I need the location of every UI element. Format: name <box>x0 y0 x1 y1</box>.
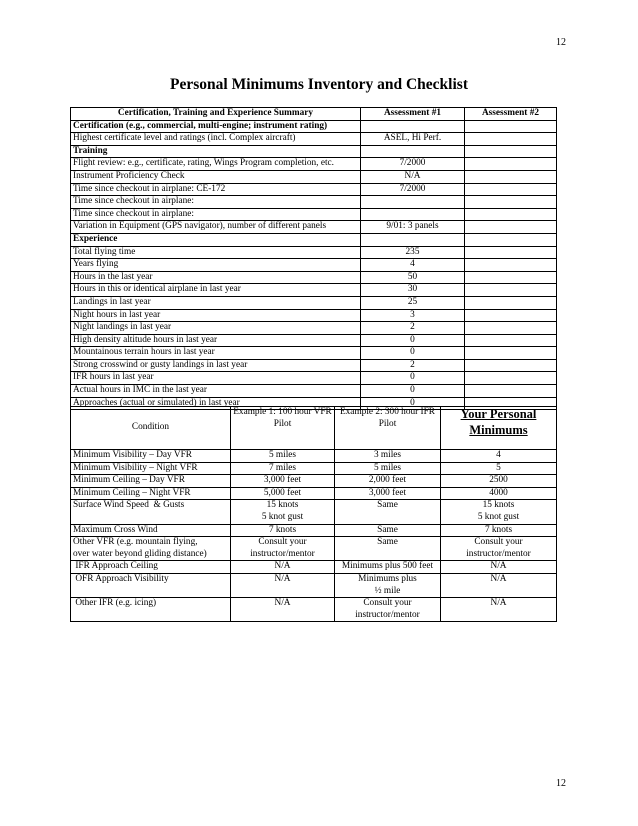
table-row <box>71 284 557 297</box>
table-row <box>71 221 557 234</box>
assessment-1-value: 7/2000 <box>361 158 465 171</box>
example-1-cell: N/A <box>231 598 335 622</box>
summary-table <box>70 107 557 410</box>
condition-cell: Minimum Ceiling – Day VFR <box>71 475 231 488</box>
table-row <box>71 475 557 488</box>
table-row <box>71 158 557 171</box>
assessment-2-value <box>465 372 557 385</box>
table-row <box>71 537 557 561</box>
section-heading: Training <box>71 145 361 158</box>
example-1-cell: 3,000 feet <box>231 475 335 488</box>
assessment-1-value: 30 <box>361 284 465 297</box>
row-label: Hours in this or identical airplane in last year <box>71 284 361 297</box>
assessment-2-value <box>465 133 557 146</box>
empty-cell <box>361 145 465 158</box>
row-label: Flight review: e.g., certificate, rating, Wings Program completion, etc. <box>71 158 361 171</box>
assessment-1-value: 2 <box>361 322 465 335</box>
assessment-1-value: 25 <box>361 296 465 309</box>
assessment-2-value <box>465 158 557 171</box>
your-minimum-cell: 4000 <box>441 487 557 500</box>
example-1-cell: 5 miles <box>231 450 335 463</box>
table-row <box>71 296 557 309</box>
assessment-2-value <box>465 246 557 259</box>
table-row <box>71 561 557 574</box>
table-row <box>71 347 557 360</box>
example-1-cell: 7 knots <box>231 524 335 537</box>
assessment-2-value <box>465 221 557 234</box>
assessment-1-value: 0 <box>361 372 465 385</box>
table-row <box>71 598 557 622</box>
example-2-cell: 5 miles <box>335 462 441 475</box>
section-heading: Certification (e.g., commercial, multi-engine; instrument rating) <box>71 120 361 133</box>
your-minimum-cell: 4 <box>441 450 557 463</box>
your-minimum-cell: 15 knots 5 knot gust <box>441 500 557 524</box>
condition-cell: Maximum Cross Wind <box>71 524 231 537</box>
assessment-1-value: ASEL, Hi Perf. <box>361 133 465 146</box>
assessment-1-value <box>361 196 465 209</box>
assessment-2-value <box>465 259 557 272</box>
page-number-top: 12 <box>556 37 566 48</box>
table-row <box>71 208 557 221</box>
example-2-cell: Same <box>335 500 441 524</box>
table-row <box>71 462 557 475</box>
assessment-2-value <box>465 183 557 196</box>
condition-cell: OFR Approach Visibility <box>71 573 231 597</box>
condition-cell: Other IFR (e.g. icing) <box>71 598 231 622</box>
table-row <box>71 372 557 385</box>
assessment-1-value <box>361 208 465 221</box>
assessment-2-value <box>465 385 557 398</box>
table-row <box>71 196 557 209</box>
assessment-1-value: 50 <box>361 271 465 284</box>
example-1-cell: 5,000 feet <box>231 487 335 500</box>
table-row <box>71 573 557 597</box>
table-row <box>71 334 557 347</box>
row-label: Instrument Proficiency Check <box>71 170 361 183</box>
your-minimums-header <box>441 407 557 450</box>
row-label: Variation in Equipment (GPS navigator), number of different panels <box>71 221 361 234</box>
assessment-2-value <box>465 296 557 309</box>
table-row <box>71 133 557 146</box>
example-1-cell: 15 knots 5 knot gust <box>231 500 335 524</box>
row-label: Time since checkout in airplane: <box>71 196 361 209</box>
assessment-2-value <box>465 359 557 372</box>
row-label: Highest certificate level and ratings (incl. Complex aircraft) <box>71 133 361 146</box>
table-row <box>71 524 557 537</box>
example-2-cell: Consult your instructor/mentor <box>335 598 441 622</box>
example-1-cell: Consult your instructor/mentor <box>231 537 335 561</box>
assessment-1-value: 0 <box>361 385 465 398</box>
section-heading: Experience <box>71 233 361 246</box>
example-1-header: Example 1: 100 hour VFR Pilot <box>231 407 335 450</box>
your-minimum-cell: 2500 <box>441 475 557 488</box>
assessment-1-value: 0 <box>361 334 465 347</box>
your-minimum-cell: 7 knots <box>441 524 557 537</box>
assessment-2-value <box>465 284 557 297</box>
example-1-cell: N/A <box>231 561 335 574</box>
assessment-1-value: 9/01: 3 panels <box>361 221 465 234</box>
empty-cell <box>361 233 465 246</box>
example-1-cell: N/A <box>231 573 335 597</box>
assessment-1-value: 235 <box>361 246 465 259</box>
empty-cell <box>465 145 557 158</box>
your-minimum-cell: 5 <box>441 462 557 475</box>
assessment-1-value: 7/2000 <box>361 183 465 196</box>
example-2-cell: 3 miles <box>335 450 441 463</box>
table-row <box>71 246 557 259</box>
assessment-1-value: 0 <box>361 347 465 360</box>
assessment-2-header: Assessment #2 <box>465 108 557 121</box>
your-minimums-label: Your Personal Minimums <box>460 407 537 437</box>
assessment-2-value <box>465 309 557 322</box>
example-1-cell: 7 miles <box>231 462 335 475</box>
assessment-1-value: 2 <box>361 359 465 372</box>
condition-cell: Minimum Visibility – Day VFR <box>71 450 231 463</box>
assessment-2-value <box>465 208 557 221</box>
assessment-1-value: N/A <box>361 170 465 183</box>
section-row <box>71 120 557 133</box>
table-row <box>71 259 557 272</box>
row-label: IFR hours in last year <box>71 372 361 385</box>
empty-cell <box>465 233 557 246</box>
row-label: Actual hours in IMC in the last year <box>71 385 361 398</box>
assessment-1-value: 3 <box>361 309 465 322</box>
table-row <box>71 271 557 284</box>
condition-cell: Other VFR (e.g. mountain flying, over water beyond gliding distance) <box>71 537 231 561</box>
your-minimum-cell: N/A <box>441 573 557 597</box>
section-row <box>71 145 557 158</box>
assessment-1-header: Assessment #1 <box>361 108 465 121</box>
row-label: Approaches (actual or simulated) in last year <box>71 397 361 410</box>
example-2-cell: Minimums plus 500 feet <box>335 561 441 574</box>
table-row <box>71 500 557 524</box>
assessment-2-value <box>465 196 557 209</box>
row-label: Hours in the last year <box>71 271 361 284</box>
section-row <box>71 233 557 246</box>
row-label: Landings in last year <box>71 296 361 309</box>
condition-cell: IFR Approach Ceiling <box>71 561 231 574</box>
table-row <box>71 359 557 372</box>
table-row <box>71 309 557 322</box>
row-label: Night landings in last year <box>71 322 361 335</box>
condition-header: Condition <box>71 407 231 450</box>
example-2-cell: Same <box>335 537 441 561</box>
row-label: Strong crosswind or gusty landings in last year <box>71 359 361 372</box>
row-label: Night hours in last year <box>71 309 361 322</box>
your-minimum-cell: N/A <box>441 561 557 574</box>
assessment-2-value <box>465 170 557 183</box>
row-label: High density altitude hours in last year <box>71 334 361 347</box>
table-row <box>71 322 557 335</box>
condition-cell: Surface Wind Speed & Gusts <box>71 500 231 524</box>
example-2-cell: Same <box>335 524 441 537</box>
row-label: Years flying <box>71 259 361 272</box>
assessment-1-value: 0 <box>361 397 465 410</box>
page-title: Personal Minimums Inventory and Checklist <box>170 76 468 93</box>
row-label: Total flying time <box>71 246 361 259</box>
condition-cell: Minimum Visibility – Night VFR <box>71 462 231 475</box>
table-row <box>71 450 557 463</box>
example-2-cell: 3,000 feet <box>335 487 441 500</box>
example-2-cell: 2,000 feet <box>335 475 441 488</box>
conditions-table <box>70 406 557 622</box>
example-2-header: Example 2: 300 hour IFR Pilot <box>335 407 441 450</box>
your-minimum-cell: Consult your instructor/mentor <box>441 537 557 561</box>
example-2-cell: Minimums plus ½ mile <box>335 573 441 597</box>
row-label: Time since checkout in airplane: CE-172 <box>71 183 361 196</box>
row-label: Mountainous terrain hours in last year <box>71 347 361 360</box>
your-minimum-cell: N/A <box>441 598 557 622</box>
table-row <box>71 170 557 183</box>
empty-cell <box>361 120 465 133</box>
condition-cell: Minimum Ceiling – Night VFR <box>71 487 231 500</box>
summary-header: Certification, Training and Experience Summary <box>71 108 361 121</box>
table-row <box>71 385 557 398</box>
table-row <box>71 487 557 500</box>
page-number-bottom: 12 <box>556 778 566 789</box>
table-row <box>71 183 557 196</box>
assessment-2-value <box>465 322 557 335</box>
empty-cell <box>465 120 557 133</box>
assessment-2-value <box>465 347 557 360</box>
assessment-2-value <box>465 271 557 284</box>
assessment-2-value <box>465 334 557 347</box>
row-label: Time since checkout in airplane: <box>71 208 361 221</box>
assessment-1-value: 4 <box>361 259 465 272</box>
